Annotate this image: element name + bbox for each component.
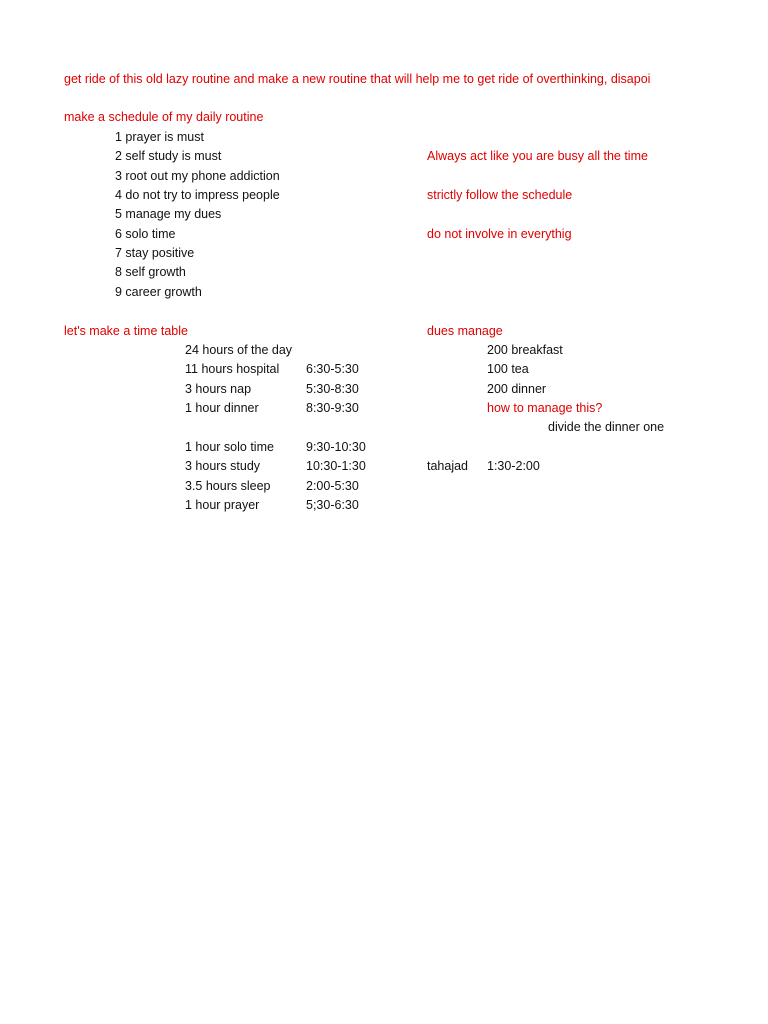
schedule-item: 3 root out my phone addiction [115,169,280,183]
timetable-time: 2:00-5:30 [306,479,359,493]
dues-item: 200 dinner [487,382,547,396]
reminder-note: Always act like you are busy all the time [427,149,648,163]
dues-item: 200 breakfast [487,343,563,357]
schedule-item: 1 prayer is must [115,130,204,144]
timetable-activity: 1 hour prayer [185,498,260,512]
timetable-time: 8:30-9:30 [306,401,359,415]
schedule-heading: make a schedule of my daily routine [64,110,264,124]
timetable-time: 10:30-1:30 [306,459,366,473]
schedule-item: 9 career growth [115,285,202,299]
schedule-item: 5 manage my dues [115,207,222,221]
schedule-item: 6 solo time [115,227,176,241]
timetable-time: 9:30-10:30 [306,440,366,454]
dues-heading: dues manage [427,324,503,338]
dues-item: 100 tea [487,362,529,376]
schedule-item: 2 self study is must [115,149,222,163]
reminder-note: do not involve in everythig [427,227,572,241]
schedule-item: 8 self growth [115,265,186,279]
tahajad-time: 1:30-2:00 [487,459,540,473]
tahajad-label: tahajad [427,459,469,473]
timetable-activity: 1 hour solo time [185,440,274,454]
timetable-total: 24 hours of the day [185,343,293,357]
timetable-time: 5;30-6:30 [306,498,359,512]
timetable-activity: 3 hours nap [185,382,252,396]
timetable-activity: 3.5 hours sleep [185,479,271,493]
timetable-heading: let's make a time table [64,324,188,338]
timetable-time: 5:30-8:30 [306,382,359,396]
timetable-time: 6:30-5:30 [306,362,359,376]
timetable-activity: 3 hours study [185,459,261,473]
timetable-activity: 11 hours hospital [185,362,280,376]
dues-answer: divide the dinner one [548,420,665,434]
intro-note: get ride of this old lazy routine and make a new routine that will help me to get ride of overthinking, disapoi [64,72,651,86]
dues-question: how to manage this? [487,401,603,415]
timetable-activity: 1 hour dinner [185,401,259,415]
schedule-item: 4 do not try to impress people [115,188,280,202]
reminder-note: strictly follow the schedule [427,188,573,202]
schedule-item: 7 stay positive [115,246,195,260]
